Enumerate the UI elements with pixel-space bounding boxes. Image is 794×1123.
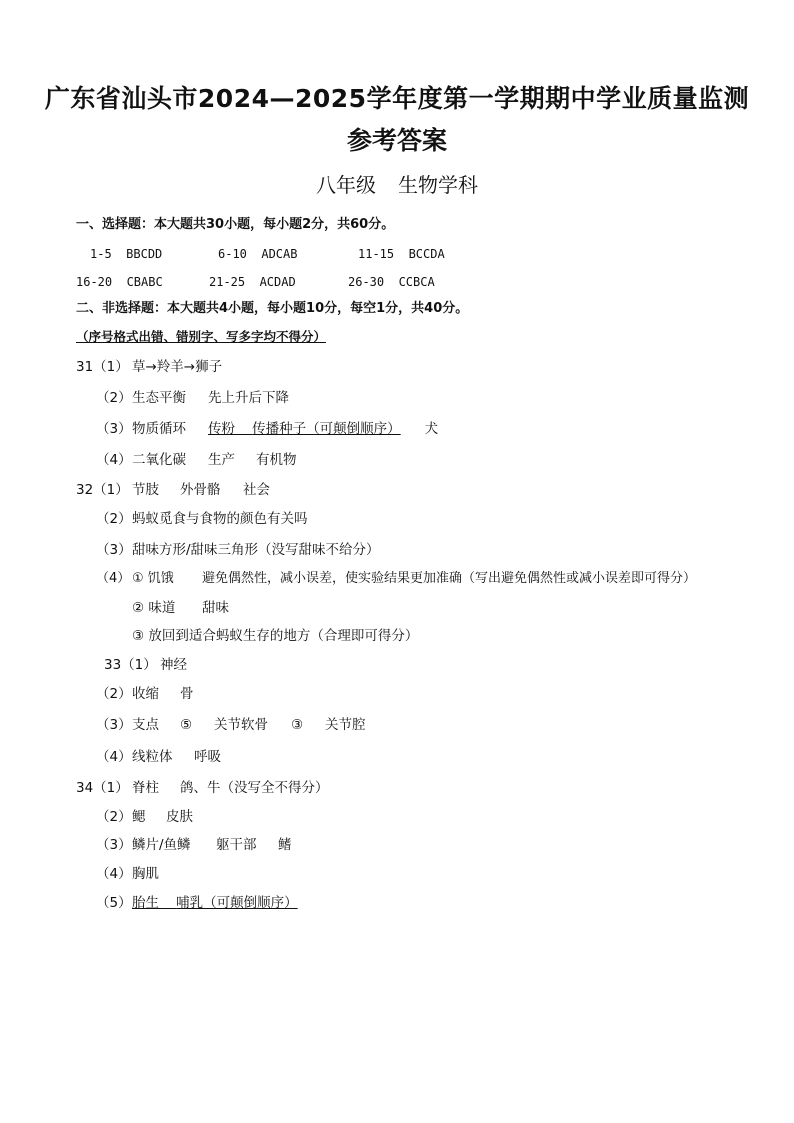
q33-part2: （2）收缩 骨 xyxy=(96,686,194,702)
choice-group: 21-25 ACDAD xyxy=(209,275,296,289)
q32-part1: 32（1） 节肢 外骨骼 社会 xyxy=(76,482,270,498)
choice-group: 11-15 BCCDA xyxy=(358,247,445,261)
q32-part2: （2）蚂蚁觅食与食物的颜色有关吗 xyxy=(96,511,308,527)
choice-group: 26-30 CCBCA xyxy=(348,275,435,289)
choice-row-1 xyxy=(90,244,478,264)
q34-part5: （5）胎生 哺乳（可颠倒顺序） xyxy=(96,895,298,911)
q32-part4: （4） ① 饥饿 避免偶然性，减小误差，使实验结果更加准确（写出避免偶然性或减小误差即可得分） xyxy=(96,571,697,586)
q34-part2: （2）鳃 皮肤 xyxy=(96,809,193,825)
q32-part3: （3）甜味方形/甜味三角形（没写甜味不给分） xyxy=(96,542,380,558)
q31-part3: （3）物质循环 传粉 传播种子（可颠倒顺序） 犬 xyxy=(96,421,439,437)
subject-label: 生物学科 xyxy=(398,173,478,197)
q33-part3: （3）支点 ⑤ 关节软骨 ③ 关节腔 xyxy=(96,717,366,733)
q34-part4: （4）胸肌 xyxy=(96,866,159,882)
choice-row-2 xyxy=(76,272,468,292)
part1-heading: 一、选择题：本大题共30小题，每小题2分，共60分。 xyxy=(76,217,395,232)
q34-part3: （3）鳞片/鱼鳞 躯干部 鳍 xyxy=(96,837,292,853)
choice-group: 16-20 CBABC xyxy=(76,275,163,289)
q31-part4: （4）二氧化碳 生产 有机物 xyxy=(96,452,297,468)
q32-part4-sub3: ③ 放回到适合蚂蚁生存的地方（合理即可得分） xyxy=(132,628,419,644)
q33-part1: 33（1） 神经 xyxy=(104,657,187,673)
grade-label: 八年级 xyxy=(316,173,376,197)
q31-part1: 31（1） 草→羚羊→狮子 xyxy=(76,359,223,375)
q31-part2: （2）生态平衡 先上升后下降 xyxy=(96,390,289,406)
choice-group: 6-10 ADCAB xyxy=(218,247,298,261)
q34-part1: 34（1） 脊柱 鸽、牛（没写全不得分） xyxy=(76,780,329,796)
q33-part4: （4）线粒体 呼吸 xyxy=(96,749,221,765)
part2-heading: 二、非选择题：本大题共4小题，每小题10分，每空1分，共40分。 xyxy=(76,301,469,316)
choice-group: 1-5 BBCDD xyxy=(90,247,163,261)
grading-note: （序号格式出错、错别字、写多字均不得分） xyxy=(76,329,327,344)
grade-subject-line xyxy=(0,171,794,199)
q32-part4-sub2: ② 味道 甜味 xyxy=(132,600,229,616)
document-subtitle: 参考答案 xyxy=(346,126,447,155)
document-title: 广东省汕头市2024—2025学年度第一学期期中学业质量监测 xyxy=(44,84,750,113)
